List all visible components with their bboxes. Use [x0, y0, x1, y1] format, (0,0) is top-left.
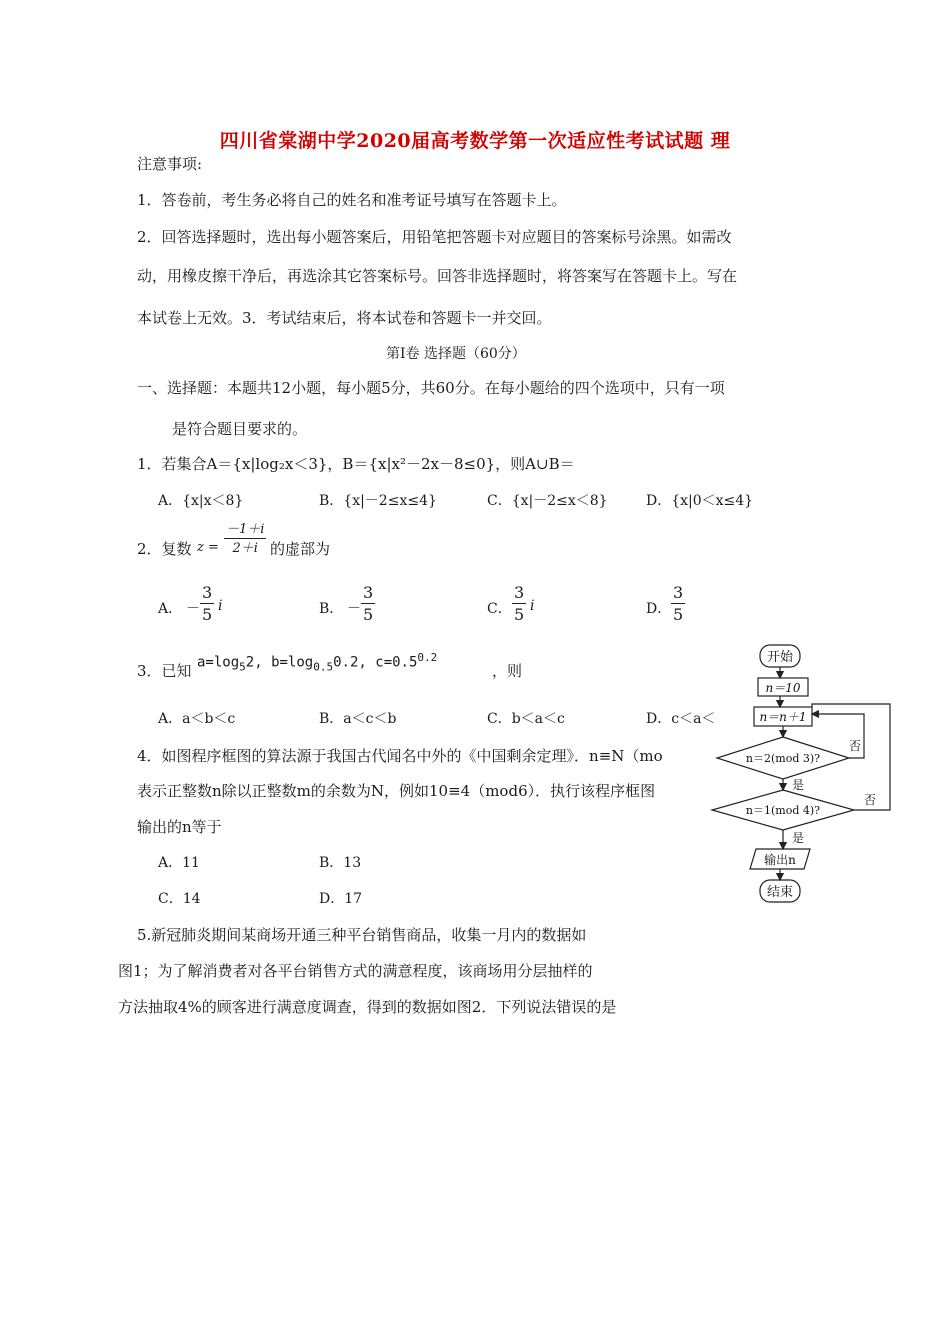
section-intro: 一、选择题：本题共12小题，每小题5分，共60分。在每小题给的四个选项中，只有一项	[137, 379, 725, 397]
q2-option-b-sign: －	[347, 601, 361, 617]
q4-line-3: 输出的n等于	[137, 818, 222, 836]
q2-numerator: －1＋i	[226, 522, 265, 537]
q1-stem: 1．若集合A＝{x|log₂x＜3}，B＝{x|x²－2x－8≤0}，则A∪B＝	[137, 455, 575, 473]
page-title: 四川省棠湖中学2020届高考数学第一次适应性考试试题 理	[219, 130, 731, 152]
q3-sub-b: 0.5	[313, 660, 334, 674]
q2-option-a-sign: －	[186, 601, 200, 617]
q3-suffix: ，则	[492, 662, 523, 680]
flowchart-step-label: n＝n＋1	[759, 710, 807, 724]
flowchart-no-label-1: 否	[849, 739, 862, 753]
q2-option-b-num: 3	[363, 583, 374, 602]
notice-item-1: 1．答卷前，考生务必将自己的姓名和准考证号填写在答题卡上。	[137, 191, 567, 209]
q3-option-c: C．b＜a＜c	[487, 711, 565, 727]
q2-denominator: 2＋i	[232, 541, 258, 556]
q3-option-a: A．a＜b＜c	[158, 711, 236, 727]
q2-option-a-num: 3	[202, 583, 213, 602]
flowchart-end-label: 结束	[766, 885, 794, 900]
q2-option-a-den: 5	[202, 605, 213, 624]
flowchart-yes-label-1: 是	[792, 778, 805, 792]
q4-option-c: C．14	[158, 891, 201, 907]
q4-line-2: 表示正整数n除以正整数m的余数为N，例如10≡4（mod6）．执行该程序框图	[137, 782, 656, 800]
q5-line-2: 图1；为了解消费者对各平台销售方式的满意程度，该商场用分层抽样的	[118, 962, 593, 980]
q1-option-a: A．{x|x＜8}	[158, 493, 244, 509]
q3-sup-c: 0.2	[417, 651, 438, 664]
q4-option-b: B．13	[319, 855, 362, 871]
q2-option-b-den: 5	[363, 605, 374, 624]
q2-option-a-label: A．	[158, 601, 183, 617]
q4-option-a: A．11	[158, 855, 200, 871]
q5-line-1: 5.新冠肺炎期间某商场开通三种平台销售商品，收集一月内的数据如	[137, 926, 587, 944]
q2-option-b-label: B．	[319, 601, 344, 617]
flowchart-output-label: 输出n	[764, 853, 796, 867]
q2-option-c-unit: i	[530, 598, 535, 614]
q3-sub-a: 5	[239, 660, 246, 674]
flowchart-no-label-2: 否	[864, 793, 877, 807]
q3-expression	[197, 651, 437, 673]
section-intro-cont: 是符合题目要求的。	[172, 420, 308, 438]
q2-option-d-num: 3	[673, 583, 684, 602]
q4-option-d: D．17	[319, 891, 363, 907]
q5-line-3: 方法抽取4%的顾客进行满意度调查，得到的数据如图2．下列说法错误的是	[118, 998, 617, 1016]
notice-heading: 注意事项:	[137, 155, 203, 173]
q2-prefix: 2．复数	[137, 540, 192, 558]
q3-val-b: 0.2,	[333, 654, 367, 671]
notice-item-2: 2．回答选择题时，选出每小题答案后，用铅笔把答题卡对应题目的答案标号涂黑。如需改	[137, 228, 732, 246]
q3-expr-a: a=log	[197, 654, 240, 671]
q4-line-1: 4．如图程序框图的算法源于我国古代闻名中外的《中国剩余定理》．n≡N（mo	[137, 747, 663, 765]
q2-suffix: 的虚部为	[270, 540, 331, 558]
q3-val-a: 2,	[245, 654, 263, 671]
q3-option-d: D．c＜a＜	[646, 711, 716, 727]
flowchart-start-label: 开始	[766, 650, 794, 665]
notice-item-2-cont: 动，用橡皮擦干净后，再选涂其它答案标号。回答非选择题时，将答案写在答题卡上。写在	[137, 267, 738, 285]
section-header: 第Ⅰ卷 选择题（60分）	[386, 346, 526, 362]
q1-option-b: B．{x|－2≤x≤4}	[319, 493, 437, 509]
q2-option-c-den: 5	[514, 605, 525, 624]
q2-option-b-fraction	[361, 585, 375, 623]
q3-expr-b: b=log	[271, 654, 314, 671]
q2-option-a-unit: i	[218, 598, 223, 614]
q2-fraction	[224, 523, 266, 555]
flowchart-yes-label-2: 是	[792, 831, 805, 845]
q2-option-d-fraction	[671, 585, 685, 623]
q3-expr-c: c=0.5	[375, 654, 418, 671]
flowchart	[706, 640, 906, 910]
q2-option-d-den: 5	[673, 605, 684, 624]
flowchart-init-label: n＝10	[765, 681, 801, 695]
q2-option-d-label: D．	[646, 601, 672, 617]
q2-z: z =	[197, 540, 219, 555]
flowchart-cond1-label: n＝2(mod 3)?	[745, 752, 821, 765]
q1-option-c: C．{x|－2≤x＜8}	[487, 493, 608, 509]
q2-option-c-label: C．	[487, 601, 512, 617]
q1-option-d: D．{x|0＜x≤4}	[646, 493, 754, 509]
q3-prefix: 3．已知	[137, 662, 192, 680]
q2-option-a-fraction	[200, 585, 214, 623]
notice-item-3: 本试卷上无效。3．考试结束后，将本试卷和答题卡一并交回。	[137, 309, 552, 327]
flowchart-cond2-label: n＝1(mod 4)?	[745, 804, 821, 817]
q2-option-c-fraction	[512, 585, 526, 623]
q2-option-c-num: 3	[514, 583, 525, 602]
q3-option-b: B．a＜c＜b	[319, 711, 397, 727]
